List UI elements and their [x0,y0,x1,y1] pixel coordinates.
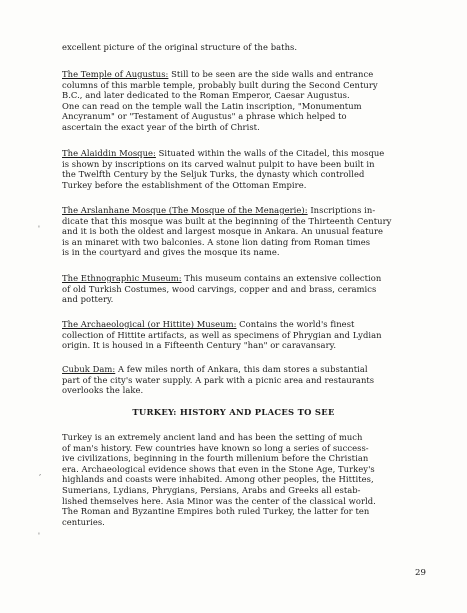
paragraph-line: of man's history. Few countries have known so long a series of success- [62,442,369,453]
paragraph-line: The Roman and Byzantine Empires both ruled Turkey, the latter for ten [62,506,370,517]
paragraph-line: dicate that this mosque was built at the beginning of the Thirteenth Century [62,215,392,226]
paragraph-line: The Ethnographic Museum: This museum contains an extensive collection [62,273,382,283]
paragraph-line: is an minaret with two balconies. A stone lion dating from Roman times [62,236,371,247]
paragraph-line: Turkey before the establishment of the Ottoman Empire. [62,179,307,190]
paragraph-line: ive civilizations, beginning in the fourth millenium before the Christian [62,453,369,464]
section-heading: The Archaeological (or Hittite) Museum: [62,319,237,329]
opening-paragraph [62,42,432,53]
section-heading: Cubuk Dam: [62,364,116,374]
paragraph-line: The Archaeological (or Hittite) Museum: Contains the world's finest [62,319,355,329]
temple-of-augustus-paragraph [62,69,432,133]
paragraph-line: The Arslanhane Mosque (The Mosque of the Menagerie): Inscriptions in- [62,205,376,215]
paragraph-line: of old Turkish Costumes, wood carvings, copper and and brass, ceramics [62,283,377,294]
paragraph-line: One can read on the temple wall the Latin inscription, "Monumentum [62,100,362,111]
paragraph-line: The Temple of Augustus: Still to be seen are the side walls and entrance [62,69,374,79]
paragraph-line: lished themselves here. Asia Minor was the center of the classical world. [62,495,376,506]
paragraph-line: Cubuk Dam: A few miles north of Ankara, this dam stores a substantial [62,364,368,374]
ethnographic-museum-paragraph [62,273,432,305]
paragraph-line: excellent picture of the original structure of the baths. [62,42,298,52]
paragraph-line: highlands and coasts were inhabited. Among other peoples, the Hittites, [62,474,374,485]
paragraph-line: era. Archaeological evidence shows that even in the Stone Age, Turkey's [62,463,375,474]
section-heading: The Arslanhane Mosque (The Mosque of the Menagerie): [62,205,308,215]
arslanhane-mosque-paragraph [62,205,432,258]
paragraph-line: overlooks the lake. [62,385,144,396]
paragraph-line: columns of this marble temple, probably built during the Second Century [62,79,378,90]
paragraph-line: Sumerians, Lydians, Phrygians, Persians, Arabs and Greeks all estab- [62,484,361,495]
section-heading: The Temple of Augustus: [62,69,169,79]
alaiddin-mosque-paragraph [62,148,432,190]
paragraph-line: collection of Hittite artifacts, as well as specimens of Phrygian and Lydian [62,329,382,340]
margin-speck: ' [38,225,40,233]
section-heading: The Ethnographic Museum: [62,273,182,283]
paragraph-line: origin. It is housed in a Fifteenth Century "han" or caravansary. [62,340,337,351]
section-title: TURKEY: HISTORY AND PLACES TO SEE [132,407,335,417]
page-number: 29 [415,568,427,578]
margin-speck: ' [38,532,40,540]
paragraph-line: B.C., and later dedicated to the Roman Emperor, Caesar Augustus. [62,90,350,101]
paragraph-line: and it is both the oldest and largest mosque in Ankara. An unusual feature [62,226,384,237]
cubuk-dam-paragraph [62,364,432,396]
section-heading: The Alaiddin Mosque: [62,148,156,158]
archaeological-museum-paragraph [62,319,432,351]
paragraph-line: Ancyranum" or "Testament of Augustus" a phrase which helped to [62,111,347,122]
paragraph-line: and pottery. [62,294,114,305]
paragraph-line: is in the courtyard and gives the mosque its name. [62,247,280,258]
paragraph-line: ascertain the exact year of the birth of Christ. [62,121,260,132]
paragraph-line: the Twelfth Century by the Seljuk Turks, the dynasty which controlled [62,169,365,180]
paragraph-line: Turkey is an extremely ancient land and has been the setting of much [62,432,363,442]
paragraph-line: is shown by inscriptions on its carved walnut pulpit to have been built in [62,158,375,169]
paragraph-line: The Alaiddin Mosque: Situated within the walls of the Citadel, this mosque [62,148,385,158]
paragraph-line: centuries. [62,516,105,527]
margin-speck: , [39,469,42,477]
turkey-history-paragraph [62,432,432,527]
paragraph-line: part of the city's water supply. A park with a picnic area and restaurants [62,374,375,385]
